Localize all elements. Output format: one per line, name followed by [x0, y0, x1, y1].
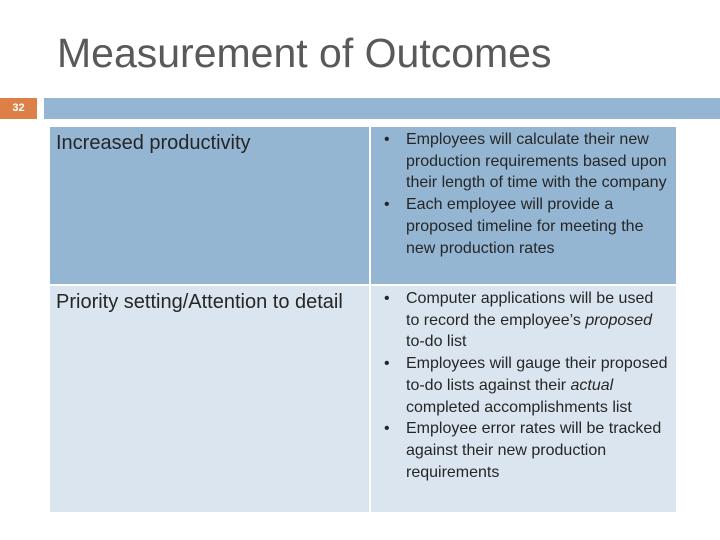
slide-number: 32	[12, 102, 25, 114]
measurement-list	[377, 288, 670, 483]
bullet-text: to-do list	[406, 333, 467, 351]
bullet-icon: •	[384, 196, 390, 214]
outcome-label: Priority setting/Attention to detail	[49, 285, 370, 513]
slide-title: Measurement of Outcomes	[57, 30, 552, 76]
bullet-text: Employees will calculate their new production requirements based upon their length of time with the company	[406, 131, 667, 192]
bullet-text: Computer applications will be used to record the employee’s	[406, 290, 654, 329]
bullet-text: completed accomplishments list	[406, 398, 632, 416]
bullet-text: Employee error rates will be tracked against their new production requirements	[406, 420, 662, 481]
table-row	[49, 126, 677, 285]
bullet-icon: •	[384, 131, 390, 148]
measurement-cell	[370, 126, 677, 285]
emphasis-text: proposed	[585, 311, 653, 329]
bullet-icon: •	[384, 355, 390, 373]
list-item	[377, 418, 670, 483]
table-row	[49, 285, 677, 513]
list-item	[377, 194, 670, 259]
emphasis-text: actual	[570, 376, 614, 394]
list-item	[377, 129, 670, 194]
measurement-list	[377, 129, 670, 259]
list-item	[377, 288, 670, 353]
bullet-icon: •	[384, 420, 390, 438]
header-accent-bar	[44, 98, 720, 119]
list-item	[377, 353, 670, 418]
outcomes-table	[48, 125, 678, 514]
measurement-cell	[370, 285, 677, 513]
outcome-label: Increased productivity	[49, 126, 370, 285]
bullet-icon: •	[384, 290, 390, 307]
bullet-text: Each employee will provide a proposed timeline for meeting the new production rates	[406, 196, 644, 257]
bullet-text: Employees will gauge their proposed to-do lists against their	[406, 355, 668, 394]
